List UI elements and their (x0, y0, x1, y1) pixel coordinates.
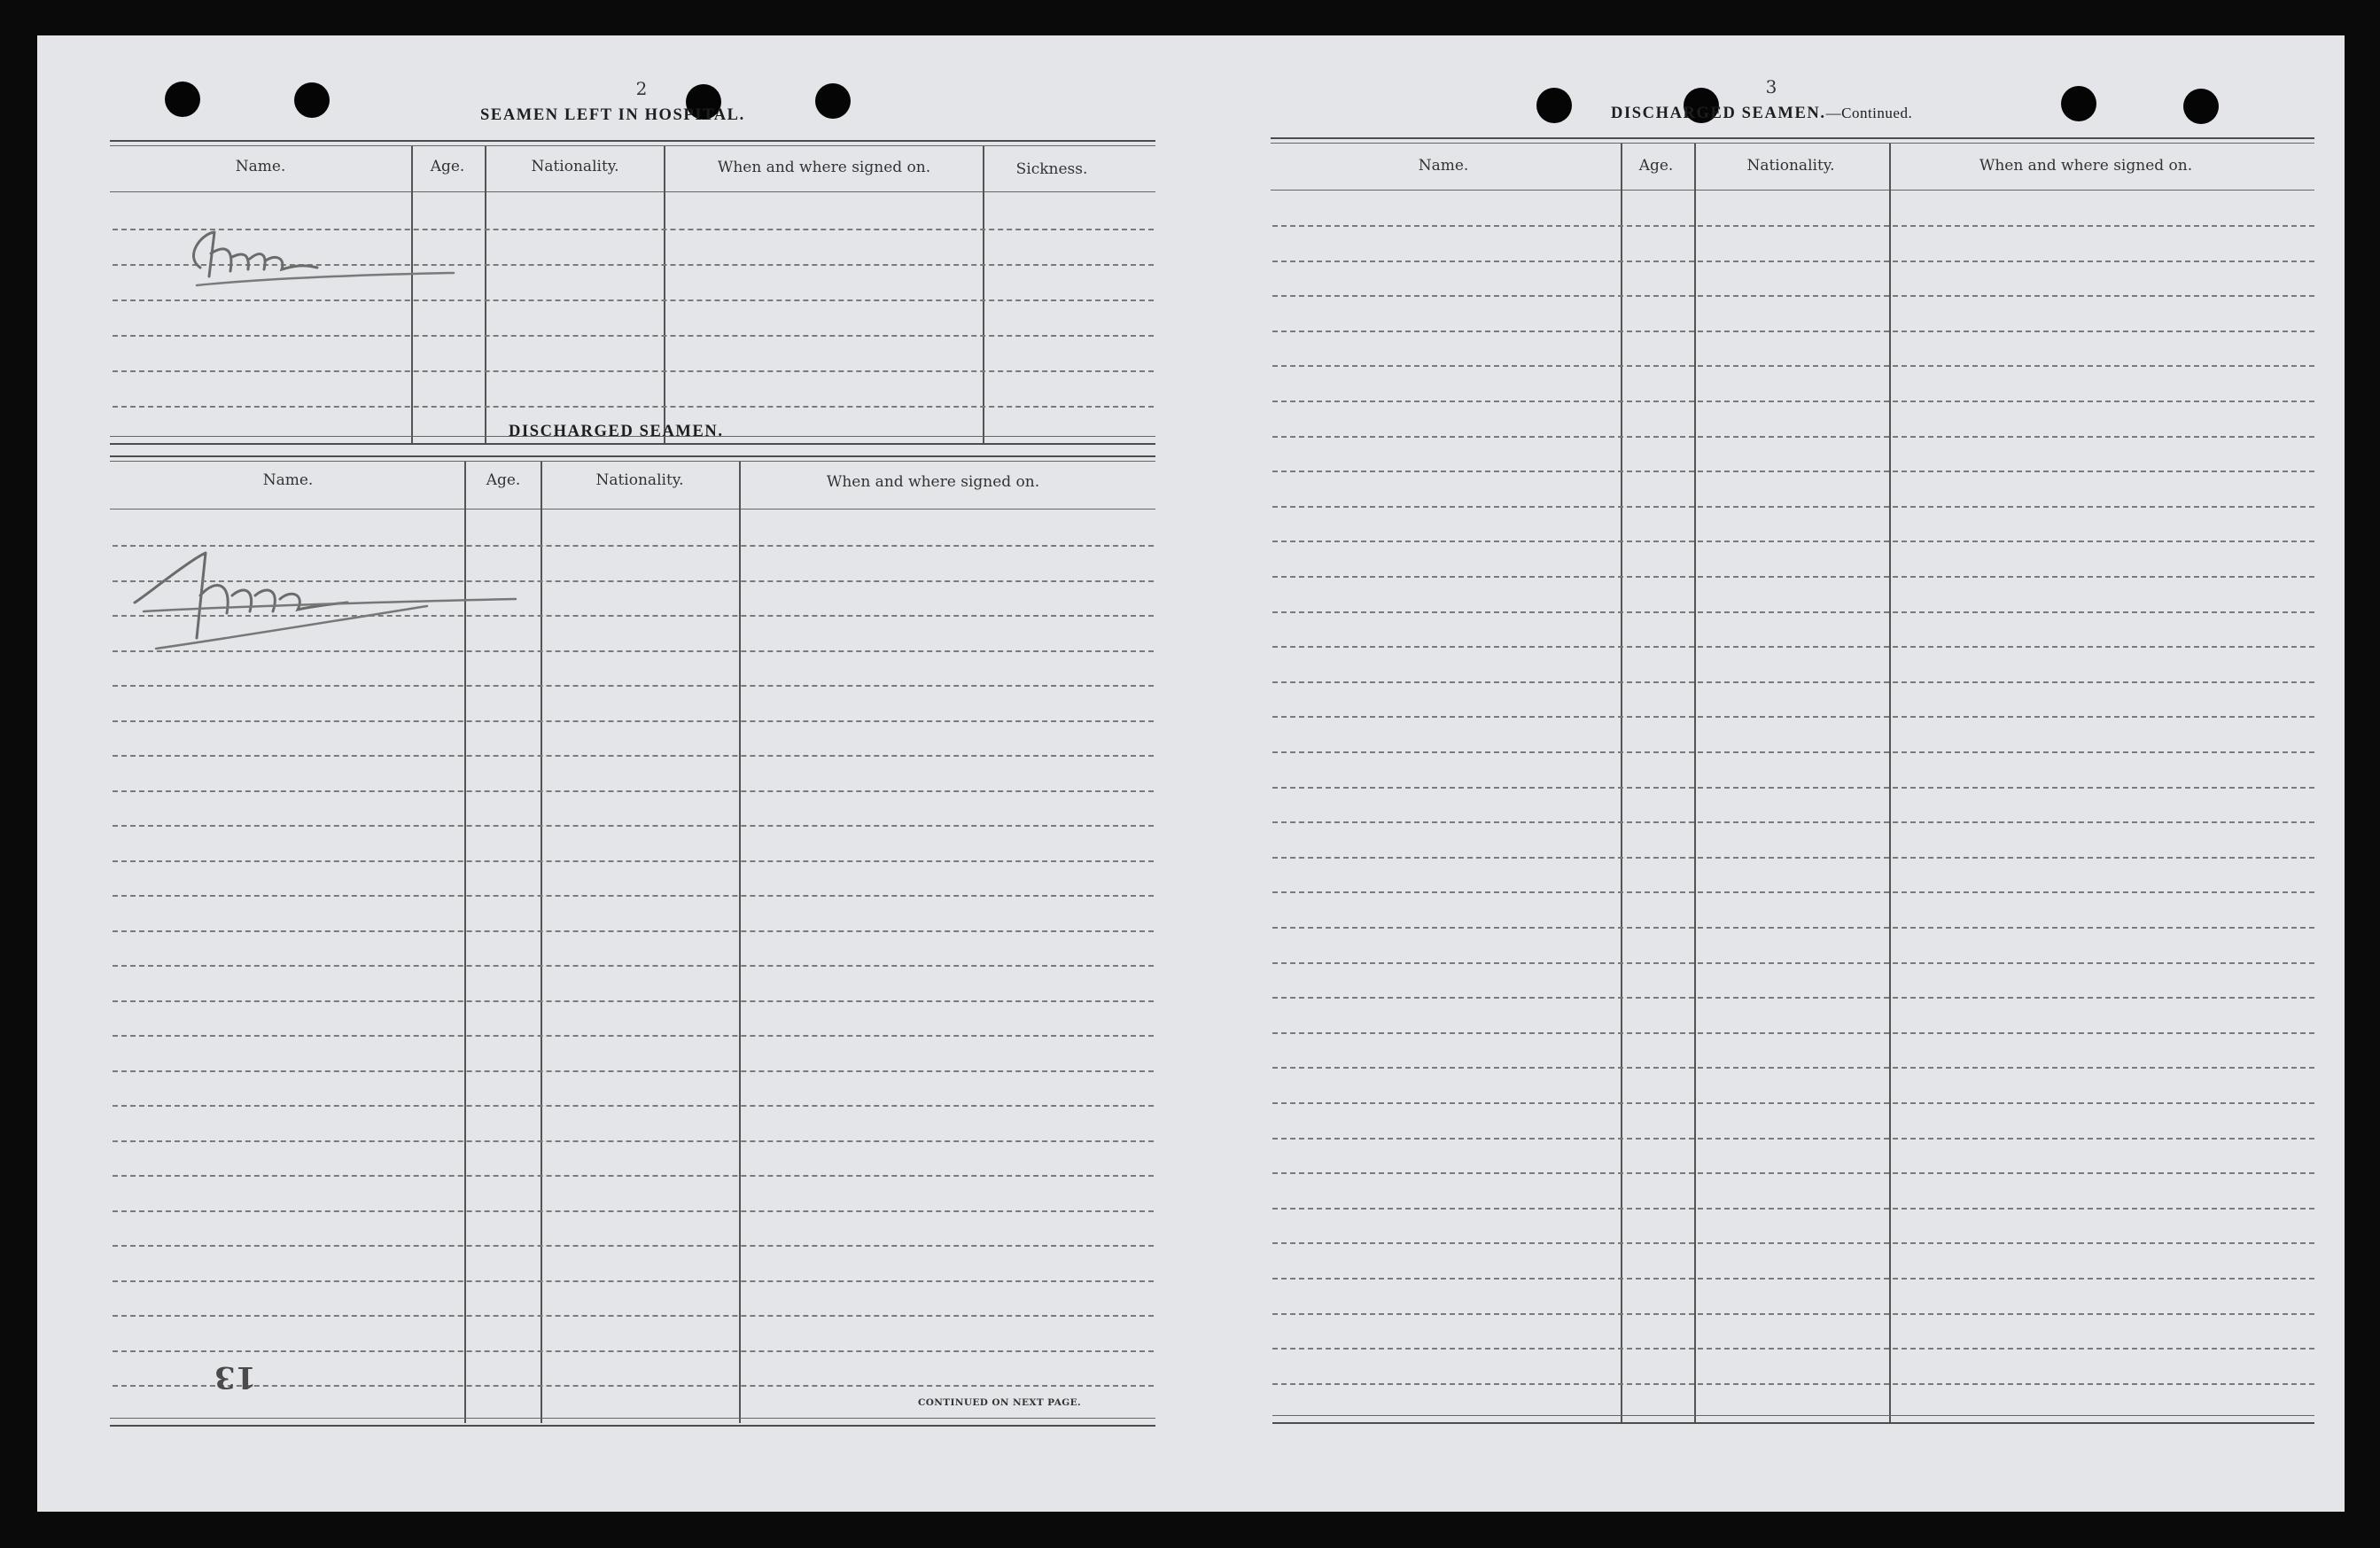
ruled-line (113, 1105, 1154, 1107)
ruled-line (1272, 1313, 2314, 1315)
ruled-line (1272, 331, 2314, 332)
column-header-name: Name. (1418, 157, 1469, 175)
ruled-line (1272, 436, 2314, 438)
ruled-line (1272, 681, 2314, 683)
column-header-age: Age. (1638, 157, 1674, 175)
column-divider (1694, 144, 1696, 1422)
ruled-line (113, 860, 1154, 862)
ruled-line (1272, 471, 2314, 472)
ruled-line (1272, 857, 2314, 859)
handwritten-none-signature (108, 514, 533, 665)
column-header-nationality: Nationality. (1746, 157, 1835, 175)
rule (1271, 143, 2314, 144)
rule (110, 461, 1155, 462)
punch-hole (294, 82, 330, 118)
ruled-line (1272, 1138, 2314, 1140)
ruled-line (113, 1280, 1154, 1282)
column-header-name: Name. (262, 471, 314, 489)
rule (110, 455, 1155, 457)
punch-hole (165, 82, 200, 117)
column-divider (983, 146, 984, 443)
ruled-line (1272, 927, 2314, 929)
column-header-nationality: Nationality. (531, 158, 619, 175)
ruled-line (113, 755, 1154, 757)
rule (1271, 190, 2314, 191)
ruled-line (113, 965, 1154, 967)
page-number: 2 (635, 78, 648, 99)
ruled-line (113, 1175, 1154, 1177)
ruled-line (1272, 1172, 2314, 1174)
ruled-line (113, 1140, 1154, 1142)
discharged-continued-title (1611, 105, 1912, 123)
ruled-line (1272, 1102, 2314, 1104)
ruled-line (113, 615, 1154, 617)
handwritten-none-signature (161, 195, 480, 292)
ruled-line (113, 720, 1154, 722)
ruled-line (1272, 1278, 2314, 1280)
hospital-section-title: SEAMEN LEFT IN HOSPITAL. (480, 106, 745, 124)
document-sheet (37, 35, 2345, 1512)
ruled-line (113, 1350, 1154, 1352)
ruled-line (113, 1315, 1154, 1317)
ruled-line (1272, 1208, 2314, 1210)
ruled-line (113, 545, 1154, 547)
page-number: 3 (1765, 76, 1777, 97)
ruled-line (113, 790, 1154, 792)
column-header-signed-on: When and where signed on. (1979, 157, 2193, 175)
column-header-signed-on: When and where signed on. (826, 473, 1040, 491)
ruled-line (113, 1385, 1154, 1387)
column-divider (739, 462, 741, 1423)
column-divider (664, 146, 665, 443)
column-header-signed-on: When and where signed on. (717, 159, 931, 176)
ruled-line (113, 930, 1154, 932)
column-divider (1621, 144, 1622, 1422)
ruled-line (1272, 1067, 2314, 1069)
ruled-line (1272, 751, 2314, 753)
rule (110, 140, 1155, 142)
rule (110, 443, 1155, 445)
title-main: DISCHARGED SEAMEN. (1611, 105, 1826, 122)
discharged-section-title: DISCHARGED SEAMEN. (509, 423, 724, 440)
ruled-line (1272, 821, 2314, 823)
ruled-line (113, 895, 1154, 897)
ruled-line (1272, 365, 2314, 367)
punch-hole (815, 83, 851, 119)
ruled-line (1272, 295, 2314, 297)
ruled-line (113, 335, 1154, 337)
punch-hole (2183, 89, 2219, 124)
ruled-line (1272, 962, 2314, 964)
punch-hole (2061, 86, 2096, 121)
ruled-line (113, 370, 1154, 372)
rule (110, 1425, 1155, 1427)
ruled-line (113, 685, 1154, 687)
rule (1272, 1422, 2314, 1424)
ruled-line (113, 1210, 1154, 1212)
ruled-line (1272, 787, 2314, 789)
ruled-line (113, 1245, 1154, 1247)
column-header-nationality: Nationality. (595, 471, 684, 489)
ruled-line (1272, 1032, 2314, 1034)
column-divider (411, 146, 413, 443)
rule (110, 1418, 1155, 1419)
column-header-age: Age. (430, 158, 465, 175)
ruled-line (113, 650, 1154, 652)
ruled-line (1272, 716, 2314, 718)
ruled-line (1272, 646, 2314, 648)
ruled-line (113, 299, 1154, 301)
continued-footer: CONTINUED ON NEXT PAGE. (918, 1397, 1082, 1408)
ruled-line (113, 406, 1154, 408)
column-header-name: Name. (235, 158, 286, 175)
punch-hole (1536, 88, 1572, 123)
ruled-line (1272, 1348, 2314, 1350)
rule (110, 191, 1155, 192)
ruled-line (1272, 261, 2314, 262)
ruled-line (113, 1035, 1154, 1037)
rule (110, 509, 1155, 510)
ruled-line (1272, 891, 2314, 893)
ruled-line (1272, 506, 2314, 508)
ruled-line (1272, 1383, 2314, 1385)
ruled-line (1272, 401, 2314, 402)
ruled-line (1272, 997, 2314, 999)
ruled-line (1272, 1242, 2314, 1244)
rule (110, 145, 1155, 146)
title-suffix: —Continued. (1825, 105, 1913, 121)
column-header-age: Age. (486, 471, 521, 489)
ruled-line (1272, 576, 2314, 578)
column-header-sickness: Sickness. (1015, 160, 1088, 178)
column-divider (541, 462, 542, 1423)
column-divider (485, 146, 486, 443)
page-stamp-number: 13 (214, 1359, 257, 1395)
ruled-line (113, 1000, 1154, 1002)
ruled-line (1272, 611, 2314, 613)
rule (1271, 137, 2314, 139)
rule (1272, 1415, 2314, 1416)
ruled-line (1272, 541, 2314, 542)
ruled-line (113, 1070, 1154, 1072)
ruled-line (113, 580, 1154, 582)
column-divider (1889, 144, 1891, 1422)
ruled-line (113, 825, 1154, 827)
ruled-line (1272, 225, 2314, 227)
